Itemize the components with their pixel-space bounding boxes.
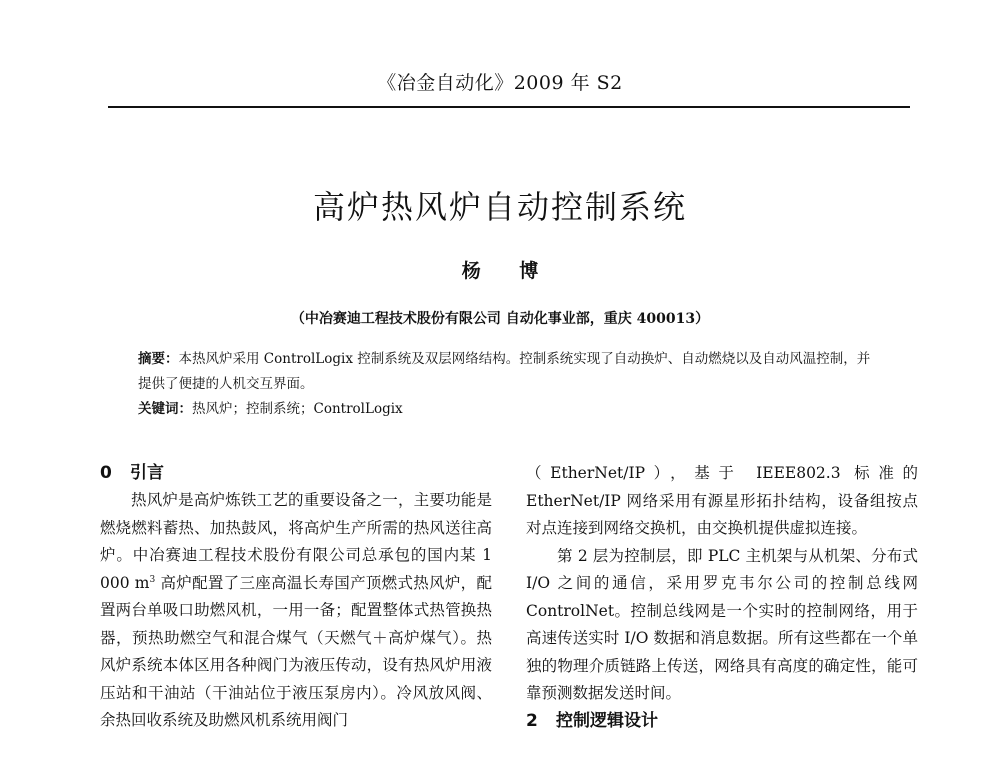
keywords: [138, 397, 878, 422]
section-number: 2: [526, 710, 538, 731]
intro-paragraph: [100, 487, 492, 735]
control-layer-paragraph: 第 2 层为控制层，即 PLC 主机架与从机架、分布式 I/O 之间的通信，采用罗克韦尔公司的控制总线网 ControlNet。控制总线网是一个实时的控制网络，用于高速传送实时 I/O 数据和消息数据。所有这些都在一个单独的物理介质链路上传送，网络具有高度的确定性，能可靠预测数据发送时间。: [526, 546, 918, 702]
abstract-block: [138, 347, 878, 422]
journal-header: 《冶金自动化》2009 年 S2: [377, 72, 623, 94]
header-rule: [108, 106, 910, 108]
abstract-label: 摘要：: [138, 351, 179, 367]
network-paragraph: （EtherNet/IP），基于 IEEE802.3 标准的 EtherNet/IP 网络采用有源星形拓扑结构，设备组按点对点连接到网络交换机，由交换机提供虚拟连接。: [526, 464, 918, 537]
right-column: [526, 460, 918, 735]
abstract-text: 本热风炉采用 ControlLogix 控制系统及双层网络结构。控制系统实现了自动换炉、自动燃烧以及自动风温控制，并提供了便捷的人机交互界面。: [138, 351, 871, 392]
intro-text-part-2: 高炉配置了三座高温长寿国产顶燃式热风炉，配置两台单吸口助燃风机，一用一备；配置整体式热管换热器，预热助燃空气和混合煤气（天燃气＋高炉煤气）。热风炉系统本体区用各种阀门为液压传动，设有热风炉用液压站和干油站（干油站位于液压泵房内）。冷风放风阀、余热回收系统及助燃风机系统用阀门: [100, 573, 492, 729]
section-heading-intro: [100, 460, 492, 487]
keywords-label: 关键词：: [138, 401, 192, 417]
author: 杨 博: [461, 260, 555, 282]
paper-title: 高炉热风炉自动控制系统: [312, 188, 687, 226]
left-column: [100, 460, 492, 735]
affiliation: （中冶赛迪工程技术股份有限公司 自动化事业部，重庆 400013）: [290, 311, 710, 327]
section-number: 0: [100, 463, 112, 483]
section-title: 控制逻辑设计: [556, 710, 658, 731]
abstract: [138, 347, 878, 397]
section-heading-control: [526, 708, 918, 735]
keywords-text: 热风炉；控制系统；ControlLogix: [192, 401, 403, 417]
section-title: 引言: [130, 463, 164, 483]
intro-text-part-1: 热风炉是高炉炼铁工艺的重要设备之一，主要功能是燃烧燃料蓄热、加热鼓风，将高炉生产所需的热风送往高炉。中冶赛迪工程技术股份有限公司总承包的国内某 1 000 m: [100, 491, 492, 592]
superscript: 3: [149, 574, 156, 585]
